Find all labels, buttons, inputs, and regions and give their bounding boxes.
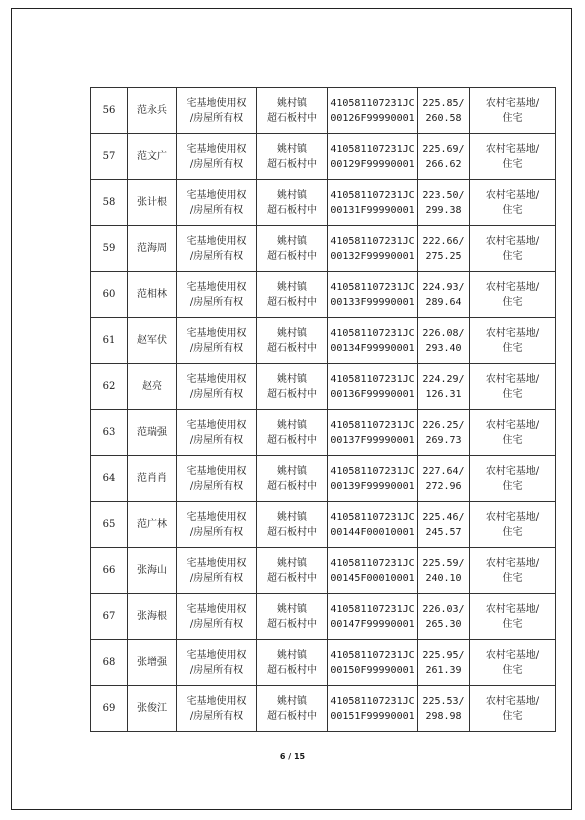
unit-code-cell-line: 00147F99990001: [330, 618, 415, 630]
right-type-cell-line: /房屋所有权: [189, 434, 244, 446]
area-cell-line: 225.46/: [422, 511, 465, 523]
usage-cell-line: 农村宅基地/: [485, 97, 540, 109]
right-type-cell: [177, 548, 257, 594]
usage-cell-line: 住宅: [502, 342, 523, 354]
usage-cell-line: 农村宅基地/: [485, 235, 540, 247]
row-number-cell: 64: [91, 456, 128, 502]
owner-name-cell: 张计根: [128, 180, 177, 226]
right-type-cell: [177, 640, 257, 686]
row-number-cell: 67: [91, 594, 128, 640]
usage-cell: [470, 502, 556, 548]
area-cell: [418, 364, 470, 410]
right-type-cell: [177, 594, 257, 640]
unit-code-cell: [328, 226, 418, 272]
usage-cell-line: 住宅: [502, 480, 523, 492]
area-cell-line: 266.62: [425, 158, 462, 170]
right-type-cell: [177, 318, 257, 364]
area-cell-line: 275.25: [425, 250, 462, 262]
location-cell: [257, 502, 328, 548]
location-cell-line: 超石板村中: [267, 664, 317, 676]
location-cell-line: 超石板村中: [267, 388, 317, 400]
unit-code-cell: [328, 686, 418, 732]
right-type-cell-line: /房屋所有权: [189, 664, 244, 676]
location-cell-line: 姚村镇: [277, 97, 307, 109]
area-cell-line: 260.58: [425, 112, 462, 124]
usage-cell: [470, 134, 556, 180]
usage-cell-line: 农村宅基地/: [485, 281, 540, 293]
usage-cell-line: 农村宅基地/: [485, 373, 540, 385]
unit-code-cell: [328, 410, 418, 456]
usage-cell-line: 农村宅基地/: [485, 419, 540, 431]
unit-code-cell: [328, 456, 418, 502]
location-cell: [257, 456, 328, 502]
owner-name-cell: 范相林: [128, 272, 177, 318]
right-type-cell-line: /房屋所有权: [189, 480, 244, 492]
right-type-cell-line: /房屋所有权: [189, 296, 244, 308]
area-cell-line: 289.64: [425, 296, 462, 308]
location-cell-line: 姚村镇: [277, 695, 307, 707]
area-cell-line: 126.31: [425, 388, 462, 400]
area-cell-line: 272.96: [425, 480, 462, 492]
unit-code-cell: [328, 364, 418, 410]
right-type-cell-line: 宅基地使用权: [186, 327, 247, 339]
location-cell: [257, 364, 328, 410]
right-type-cell: [177, 272, 257, 318]
right-type-cell-line: 宅基地使用权: [186, 603, 247, 615]
usage-cell-line: 住宅: [502, 572, 523, 584]
right-type-cell-line: 宅基地使用权: [186, 649, 247, 661]
unit-code-cell-line: 00131F99990001: [330, 204, 415, 216]
location-cell-line: 超石板村中: [267, 480, 317, 492]
right-type-cell: [177, 502, 257, 548]
right-type-cell-line: 宅基地使用权: [186, 97, 247, 109]
location-cell: [257, 410, 328, 456]
owner-name-cell: 范瑞强: [128, 410, 177, 456]
location-cell-line: 超石板村中: [267, 618, 317, 630]
row-number-cell: 59: [91, 226, 128, 272]
owner-name-cell: 张俊江: [128, 686, 177, 732]
area-cell: [418, 456, 470, 502]
right-type-cell-line: /房屋所有权: [189, 250, 244, 262]
right-type-cell-line: 宅基地使用权: [186, 419, 247, 431]
unit-code-cell-line: 410581107231JC: [330, 281, 415, 293]
unit-code-cell-line: 00136F99990001: [330, 388, 415, 400]
right-type-cell: [177, 226, 257, 272]
location-cell-line: 姚村镇: [277, 557, 307, 569]
area-cell-line: 224.93/: [422, 281, 465, 293]
usage-cell-line: 农村宅基地/: [485, 511, 540, 523]
area-cell: [418, 502, 470, 548]
row-number-cell: 66: [91, 548, 128, 594]
location-cell-line: 超石板村中: [267, 434, 317, 446]
unit-code-cell-line: 00139F99990001: [330, 480, 415, 492]
owner-name-cell: 范肖肖: [128, 456, 177, 502]
location-cell: [257, 686, 328, 732]
location-cell-line: 超石板村中: [267, 526, 317, 538]
area-cell: [418, 410, 470, 456]
area-cell-line: 222.66/: [422, 235, 465, 247]
area-cell-line: 226.08/: [422, 327, 465, 339]
unit-code-cell-line: 410581107231JC: [330, 373, 415, 385]
usage-cell-line: 农村宅基地/: [485, 465, 540, 477]
unit-code-cell: [328, 272, 418, 318]
row-number-cell: 63: [91, 410, 128, 456]
right-type-cell-line: /房屋所有权: [189, 388, 244, 400]
unit-code-cell-line: 410581107231JC: [330, 649, 415, 661]
right-type-cell-line: /房屋所有权: [189, 618, 244, 630]
location-cell-line: 姚村镇: [277, 373, 307, 385]
unit-code-cell-line: 410581107231JC: [330, 143, 415, 155]
usage-cell-line: 住宅: [502, 434, 523, 446]
location-cell-line: 姚村镇: [277, 603, 307, 615]
location-cell-line: 姚村镇: [277, 143, 307, 155]
usage-cell: [470, 594, 556, 640]
row-number-cell: 65: [91, 502, 128, 548]
unit-code-cell-line: 410581107231JC: [330, 327, 415, 339]
area-cell-line: 225.95/: [422, 649, 465, 661]
unit-code-cell: [328, 88, 418, 134]
right-type-cell-line: 宅基地使用权: [186, 511, 247, 523]
table-row: [91, 134, 556, 180]
table-row: [91, 594, 556, 640]
area-cell-line: 226.25/: [422, 419, 465, 431]
right-type-cell-line: 宅基地使用权: [186, 189, 247, 201]
area-cell: [418, 640, 470, 686]
location-cell: [257, 88, 328, 134]
area-cell: [418, 272, 470, 318]
usage-cell-line: 住宅: [502, 112, 523, 124]
unit-code-cell-line: 410581107231JC: [330, 695, 415, 707]
owner-name-cell: 范广林: [128, 502, 177, 548]
table-row: [91, 88, 556, 134]
location-cell-line: 超石板村中: [267, 342, 317, 354]
table-row: [91, 318, 556, 364]
unit-code-cell: [328, 180, 418, 226]
unit-code-cell-line: 410581107231JC: [330, 465, 415, 477]
row-number-cell: 56: [91, 88, 128, 134]
unit-code-cell-line: 00133F99990001: [330, 296, 415, 308]
area-cell-line: 225.59/: [422, 557, 465, 569]
table-row: [91, 502, 556, 548]
usage-cell-line: 农村宅基地/: [485, 603, 540, 615]
unit-code-cell-line: 410581107231JC: [330, 511, 415, 523]
right-type-cell-line: 宅基地使用权: [186, 373, 247, 385]
usage-cell: [470, 456, 556, 502]
right-type-cell-line: /房屋所有权: [189, 204, 244, 216]
right-type-cell: [177, 134, 257, 180]
unit-code-cell-line: 00126F99990001: [330, 112, 415, 124]
area-cell-line: 299.38: [425, 204, 462, 216]
right-type-cell-line: 宅基地使用权: [186, 695, 247, 707]
area-cell-line: 261.39: [425, 664, 462, 676]
table-row: [91, 640, 556, 686]
table-row: [91, 686, 556, 732]
area-cell: [418, 594, 470, 640]
location-cell-line: 超石板村中: [267, 710, 317, 722]
unit-code-cell-line: 410581107231JC: [330, 603, 415, 615]
usage-cell-line: 农村宅基地/: [485, 327, 540, 339]
owner-name-cell: 赵亮: [128, 364, 177, 410]
location-cell-line: 超石板村中: [267, 158, 317, 170]
area-cell-line: 245.57: [425, 526, 462, 538]
usage-cell: [470, 364, 556, 410]
unit-code-cell: [328, 548, 418, 594]
unit-code-cell: [328, 318, 418, 364]
area-cell-line: 225.53/: [422, 695, 465, 707]
right-type-cell-line: 宅基地使用权: [186, 143, 247, 155]
usage-cell-line: 农村宅基地/: [485, 143, 540, 155]
area-cell-line: 240.10: [425, 572, 462, 584]
area-cell-line: 225.85/: [422, 97, 465, 109]
usage-cell: [470, 88, 556, 134]
area-cell: [418, 134, 470, 180]
right-type-cell: [177, 88, 257, 134]
location-cell-line: 姚村镇: [277, 511, 307, 523]
unit-code-cell-line: 00134F99990001: [330, 342, 415, 354]
table-row: [91, 410, 556, 456]
right-type-cell-line: 宅基地使用权: [186, 557, 247, 569]
area-cell-line: 224.29/: [422, 373, 465, 385]
location-cell-line: 超石板村中: [267, 572, 317, 584]
area-cell-line: 223.50/: [422, 189, 465, 201]
row-number-cell: 60: [91, 272, 128, 318]
usage-cell-line: 住宅: [502, 388, 523, 400]
area-cell: [418, 318, 470, 364]
right-type-cell-line: 宅基地使用权: [186, 235, 247, 247]
usage-cell-line: 住宅: [502, 526, 523, 538]
table-row: [91, 364, 556, 410]
table-row: [91, 456, 556, 502]
location-cell: [257, 548, 328, 594]
area-cell-line: 225.69/: [422, 143, 465, 155]
right-type-cell-line: /房屋所有权: [189, 526, 244, 538]
usage-cell: [470, 226, 556, 272]
right-type-cell: [177, 456, 257, 502]
unit-code-cell-line: 00145F00010001: [330, 572, 415, 584]
area-cell: [418, 88, 470, 134]
row-number-cell: 68: [91, 640, 128, 686]
unit-code-cell: [328, 134, 418, 180]
row-number-cell: 57: [91, 134, 128, 180]
table-row: [91, 226, 556, 272]
right-type-cell: [177, 364, 257, 410]
usage-cell-line: 住宅: [502, 250, 523, 262]
right-type-cell: [177, 686, 257, 732]
usage-cell: [470, 640, 556, 686]
location-cell: [257, 640, 328, 686]
unit-code-cell-line: 410581107231JC: [330, 189, 415, 201]
row-number-cell: 62: [91, 364, 128, 410]
owner-name-cell: 范文广: [128, 134, 177, 180]
location-cell: [257, 594, 328, 640]
location-cell-line: 姚村镇: [277, 649, 307, 661]
usage-cell-line: 住宅: [502, 618, 523, 630]
row-number-cell: 69: [91, 686, 128, 732]
area-cell-line: 265.30: [425, 618, 462, 630]
area-cell: [418, 226, 470, 272]
location-cell-line: 姚村镇: [277, 189, 307, 201]
usage-cell: [470, 410, 556, 456]
location-cell: [257, 226, 328, 272]
usage-cell-line: 农村宅基地/: [485, 557, 540, 569]
right-type-cell-line: /房屋所有权: [189, 572, 244, 584]
table-row: [91, 180, 556, 226]
location-cell-line: 姚村镇: [277, 419, 307, 431]
location-cell-line: 姚村镇: [277, 465, 307, 477]
unit-code-cell-line: 410581107231JC: [330, 235, 415, 247]
unit-code-cell-line: 00132F99990001: [330, 250, 415, 262]
usage-cell: [470, 548, 556, 594]
table-row: [91, 272, 556, 318]
usage-cell: [470, 272, 556, 318]
location-cell-line: 超石板村中: [267, 296, 317, 308]
area-cell: [418, 548, 470, 594]
row-number-cell: 58: [91, 180, 128, 226]
location-cell: [257, 272, 328, 318]
right-type-cell-line: /房屋所有权: [189, 342, 244, 354]
row-number-cell: 61: [91, 318, 128, 364]
owner-name-cell: 赵军伏: [128, 318, 177, 364]
location-cell: [257, 180, 328, 226]
unit-code-cell-line: 00137F99990001: [330, 434, 415, 446]
records-table-body: [91, 88, 556, 732]
right-type-cell: [177, 410, 257, 456]
unit-code-cell: [328, 502, 418, 548]
unit-code-cell-line: 00151F99990001: [330, 710, 415, 722]
usage-cell: [470, 686, 556, 732]
owner-name-cell: 张海根: [128, 594, 177, 640]
usage-cell-line: 住宅: [502, 204, 523, 216]
records-table: [90, 87, 556, 732]
area-cell-line: 269.73: [425, 434, 462, 446]
owner-name-cell: 张增强: [128, 640, 177, 686]
usage-cell-line: 农村宅基地/: [485, 695, 540, 707]
usage-cell: [470, 180, 556, 226]
right-type-cell: [177, 180, 257, 226]
area-cell: [418, 180, 470, 226]
area-cell-line: 293.40: [425, 342, 462, 354]
page-number: 6 / 15: [279, 752, 306, 761]
area-cell-line: 226.03/: [422, 603, 465, 615]
owner-name-cell: 范永兵: [128, 88, 177, 134]
unit-code-cell-line: 00129F99990001: [330, 158, 415, 170]
location-cell-line: 超石板村中: [267, 112, 317, 124]
unit-code-cell: [328, 594, 418, 640]
location-cell-line: 姚村镇: [277, 327, 307, 339]
location-cell: [257, 318, 328, 364]
table-row: [91, 548, 556, 594]
unit-code-cell-line: 00150F99990001: [330, 664, 415, 676]
usage-cell-line: 住宅: [502, 710, 523, 722]
area-cell-line: 227.64/: [422, 465, 465, 477]
right-type-cell-line: /房屋所有权: [189, 158, 244, 170]
right-type-cell-line: 宅基地使用权: [186, 465, 247, 477]
location-cell-line: 超石板村中: [267, 250, 317, 262]
area-cell-line: 298.98: [425, 710, 462, 722]
unit-code-cell-line: 410581107231JC: [330, 557, 415, 569]
usage-cell-line: 住宅: [502, 296, 523, 308]
right-type-cell-line: /房屋所有权: [189, 710, 244, 722]
unit-code-cell-line: 410581107231JC: [330, 419, 415, 431]
usage-cell-line: 农村宅基地/: [485, 189, 540, 201]
usage-cell-line: 住宅: [502, 158, 523, 170]
right-type-cell-line: /房屋所有权: [189, 112, 244, 124]
right-type-cell-line: 宅基地使用权: [186, 281, 247, 293]
area-cell: [418, 686, 470, 732]
location-cell: [257, 134, 328, 180]
unit-code-cell: [328, 640, 418, 686]
usage-cell: [470, 318, 556, 364]
location-cell-line: 姚村镇: [277, 235, 307, 247]
unit-code-cell-line: 00144F00010001: [330, 526, 415, 538]
owner-name-cell: 范海周: [128, 226, 177, 272]
location-cell-line: 超石板村中: [267, 204, 317, 216]
location-cell-line: 姚村镇: [277, 281, 307, 293]
owner-name-cell: 张海山: [128, 548, 177, 594]
usage-cell-line: 农村宅基地/: [485, 649, 540, 661]
unit-code-cell-line: 410581107231JC: [330, 97, 415, 109]
usage-cell-line: 住宅: [502, 664, 523, 676]
